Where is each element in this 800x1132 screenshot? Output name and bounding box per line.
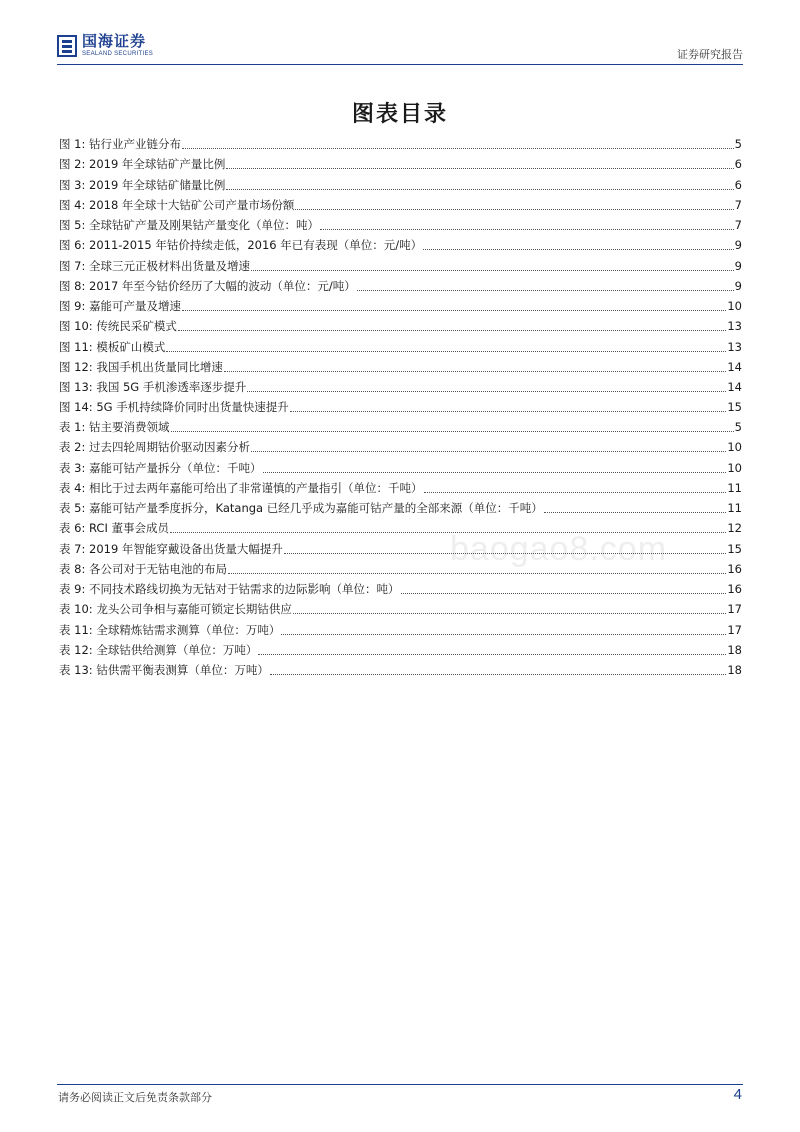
watermark: baogao8.com [450,530,668,568]
table-entry[interactable] [59,618,742,638]
dot-leader [224,371,727,372]
dot-leader [178,330,727,331]
figure-entry[interactable] [59,375,742,395]
table-entry-label: 表 1: 钴主要消费领域 [59,420,170,434]
dot-leader [281,634,726,635]
table-entry-page-number: 15 [727,541,742,556]
table-entry[interactable] [59,557,742,577]
figure-entry-page-number: 7 [734,218,742,232]
figure-entry-label: 图 12: 我国手机出货量同比增速 [59,359,223,374]
table-entry[interactable] [59,577,742,597]
dot-leader [544,512,727,513]
table-entry-page-number: 18 [727,663,742,677]
figure-entry-label: 图 7: 全球三元正极材料出货量及增速 [59,258,251,273]
table-entry-label: 表 12: 全球钴供给测算（单位：万吨） [59,642,258,657]
figure-entry[interactable] [59,254,742,274]
table-entry-label: 表 4: 相比于过去两年嘉能可给出了非常谨慎的产量指引（单位：千吨） [59,480,423,495]
logo-chinese-name: 国海证券 [82,32,147,50]
dot-leader [171,431,734,432]
figure-entry-page-number: 14 [727,359,742,374]
figure-entry-label: 图 4: 2018 年全球十大钴矿公司产量市场份额 [59,197,295,212]
figure-entry-label: 图 2: 2019 年全球钴矿产量比例 [59,157,226,172]
figure-entry-page-number: 9 [734,258,742,273]
table-entry[interactable] [59,537,742,557]
disclaimer-note: 请务必阅读正文后免责条款部分 [58,1091,212,1104]
page-number: 4 [733,1086,742,1103]
sealand-logo-icon [57,35,77,57]
dot-leader [226,168,733,169]
dot-leader [290,411,727,412]
figure-entry-page-number: 14 [727,380,742,394]
dot-leader [228,573,726,574]
figure-entry-page-number: 13 [727,339,742,354]
dot-leader [170,532,726,533]
figure-entry[interactable] [59,193,742,213]
figure-entry[interactable] [59,294,742,314]
figure-entry-page-number: 9 [734,238,742,253]
dot-leader [263,472,727,473]
dot-leader [251,270,734,271]
dot-leader [424,492,727,493]
dot-leader [247,391,726,392]
table-entry[interactable] [59,638,742,658]
header-divider [57,64,743,65]
table-entry-page-number: 17 [727,602,742,617]
figure-entry-page-number: 9 [734,278,742,293]
table-entry-label: 表 5: 嘉能可钴产量季度拆分，Katanga 已经几乎成为嘉能可钴产量的全部来源（单位：千吨） [59,501,543,515]
table-entry-page-number: 16 [727,561,742,576]
table-entry-page-number: 11 [727,480,742,495]
table-entry-label: 表 7: 2019 年智能穿戴设备出货量大幅提升 [59,541,283,556]
dot-leader [182,310,726,311]
dot-leader [295,209,733,210]
table-entry-label: 表 3: 嘉能可钴产量拆分（单位：千吨） [59,460,262,475]
figure-entry-page-number: 6 [734,157,742,172]
table-entry-label: 表 8: 各公司对于无钴电池的布局 [59,561,228,576]
dot-leader [284,553,726,554]
table-entry[interactable] [59,415,742,435]
table-entry[interactable] [59,658,742,678]
figure-entry-page-number: 10 [727,299,742,313]
dot-leader [320,229,734,230]
figure-entry[interactable] [59,233,742,253]
figure-entry-label: 图 1: 钴行业产业链分布 [59,137,182,151]
figure-entry[interactable] [59,213,742,233]
table-entry-page-number: 17 [727,622,742,637]
table-entry-page-number: 10 [727,440,742,455]
figure-entry-label: 图 8: 2017 年至今钴价经历了大幅的波动（单位：元/吨） [59,278,356,293]
figure-entry-label: 图 5: 全球钴矿产量及刚果钴产量变化（单位：吨） [59,218,319,232]
table-entry-label: 表 2: 过去四轮周期钴价驱动因素分析 [59,440,251,455]
figure-entry-label: 图 3: 2019 年全球钴矿储量比例 [59,177,226,192]
table-entry-label: 表 11: 全球精炼钴需求测算（单位：万吨） [59,622,281,637]
figure-entry[interactable] [59,314,742,334]
table-entry-page-number: 5 [734,420,742,434]
figure-entry-label: 图 13: 我国 5G 手机渗透率逐步提升 [59,380,247,394]
table-entry-page-number: 16 [727,582,742,596]
figure-entry[interactable] [59,335,742,355]
figure-entry[interactable] [59,132,742,152]
table-entry[interactable] [59,476,742,496]
figure-entry-label: 图 10: 传统民采矿模式 [59,319,177,334]
figure-entry-page-number: 6 [734,177,742,192]
table-entry-label: 表 9: 不同技术路线切换为无钴对于钴需求的边际影响（单位：吨） [59,582,400,596]
page-header [57,34,743,64]
dot-leader [182,148,734,149]
figure-entry[interactable] [59,355,742,375]
table-entry[interactable] [59,456,742,476]
footer-divider [57,1084,743,1085]
figure-entry-page-number: 13 [727,319,742,334]
dot-leader [166,351,726,352]
table-entry[interactable] [59,496,742,516]
table-entry[interactable] [59,435,742,455]
company-logo [57,34,153,57]
figure-entry-page-number: 7 [734,197,742,212]
table-entry-page-number: 11 [727,501,742,515]
figure-entry-label: 图 11: 模板矿山模式 [59,339,166,354]
dot-leader [293,613,727,614]
table-entry-label: 表 10: 龙头公司争相与嘉能可锁定长期钴供应 [59,602,292,617]
dot-leader [423,249,734,250]
report-type-label: 证券研究报告 [677,48,743,61]
figure-entry-page-number: 15 [727,400,742,415]
dot-leader [226,189,733,190]
table-entry[interactable] [59,597,742,617]
figure-entry-label: 图 14: 5G 手机持续降价同时出货量快速提升 [59,400,289,415]
figure-entry[interactable] [59,173,742,193]
dot-leader [258,654,726,655]
table-entry-page-number: 12 [727,521,742,536]
figure-entry[interactable] [59,274,742,294]
table-entry-page-number: 18 [727,642,742,657]
table-entry[interactable] [59,516,742,536]
dot-leader [270,674,727,675]
figure-entry-label: 图 6: 2011-2015 年钴价持续走低，2016 年已有表现（单位：元/吨） [59,238,423,253]
figure-entry[interactable] [59,152,742,172]
dot-leader [357,290,734,291]
figure-entry-page-number: 5 [734,137,742,151]
table-entry-page-number: 10 [727,460,742,475]
page-title: 图表目录 [351,102,448,127]
table-entry-label: 表 13: 钴供需平衡表测算（单位：万吨） [59,663,269,677]
table-entry-label: 表 6: RCI 董事会成员 [59,521,169,536]
dot-leader [251,451,726,452]
figure-entry-label: 图 9: 嘉能可产量及增速 [59,299,182,313]
logo-english-name: SEALAND SECURITIES [82,51,154,57]
dot-leader [401,593,727,594]
figure-entry[interactable] [59,395,742,415]
